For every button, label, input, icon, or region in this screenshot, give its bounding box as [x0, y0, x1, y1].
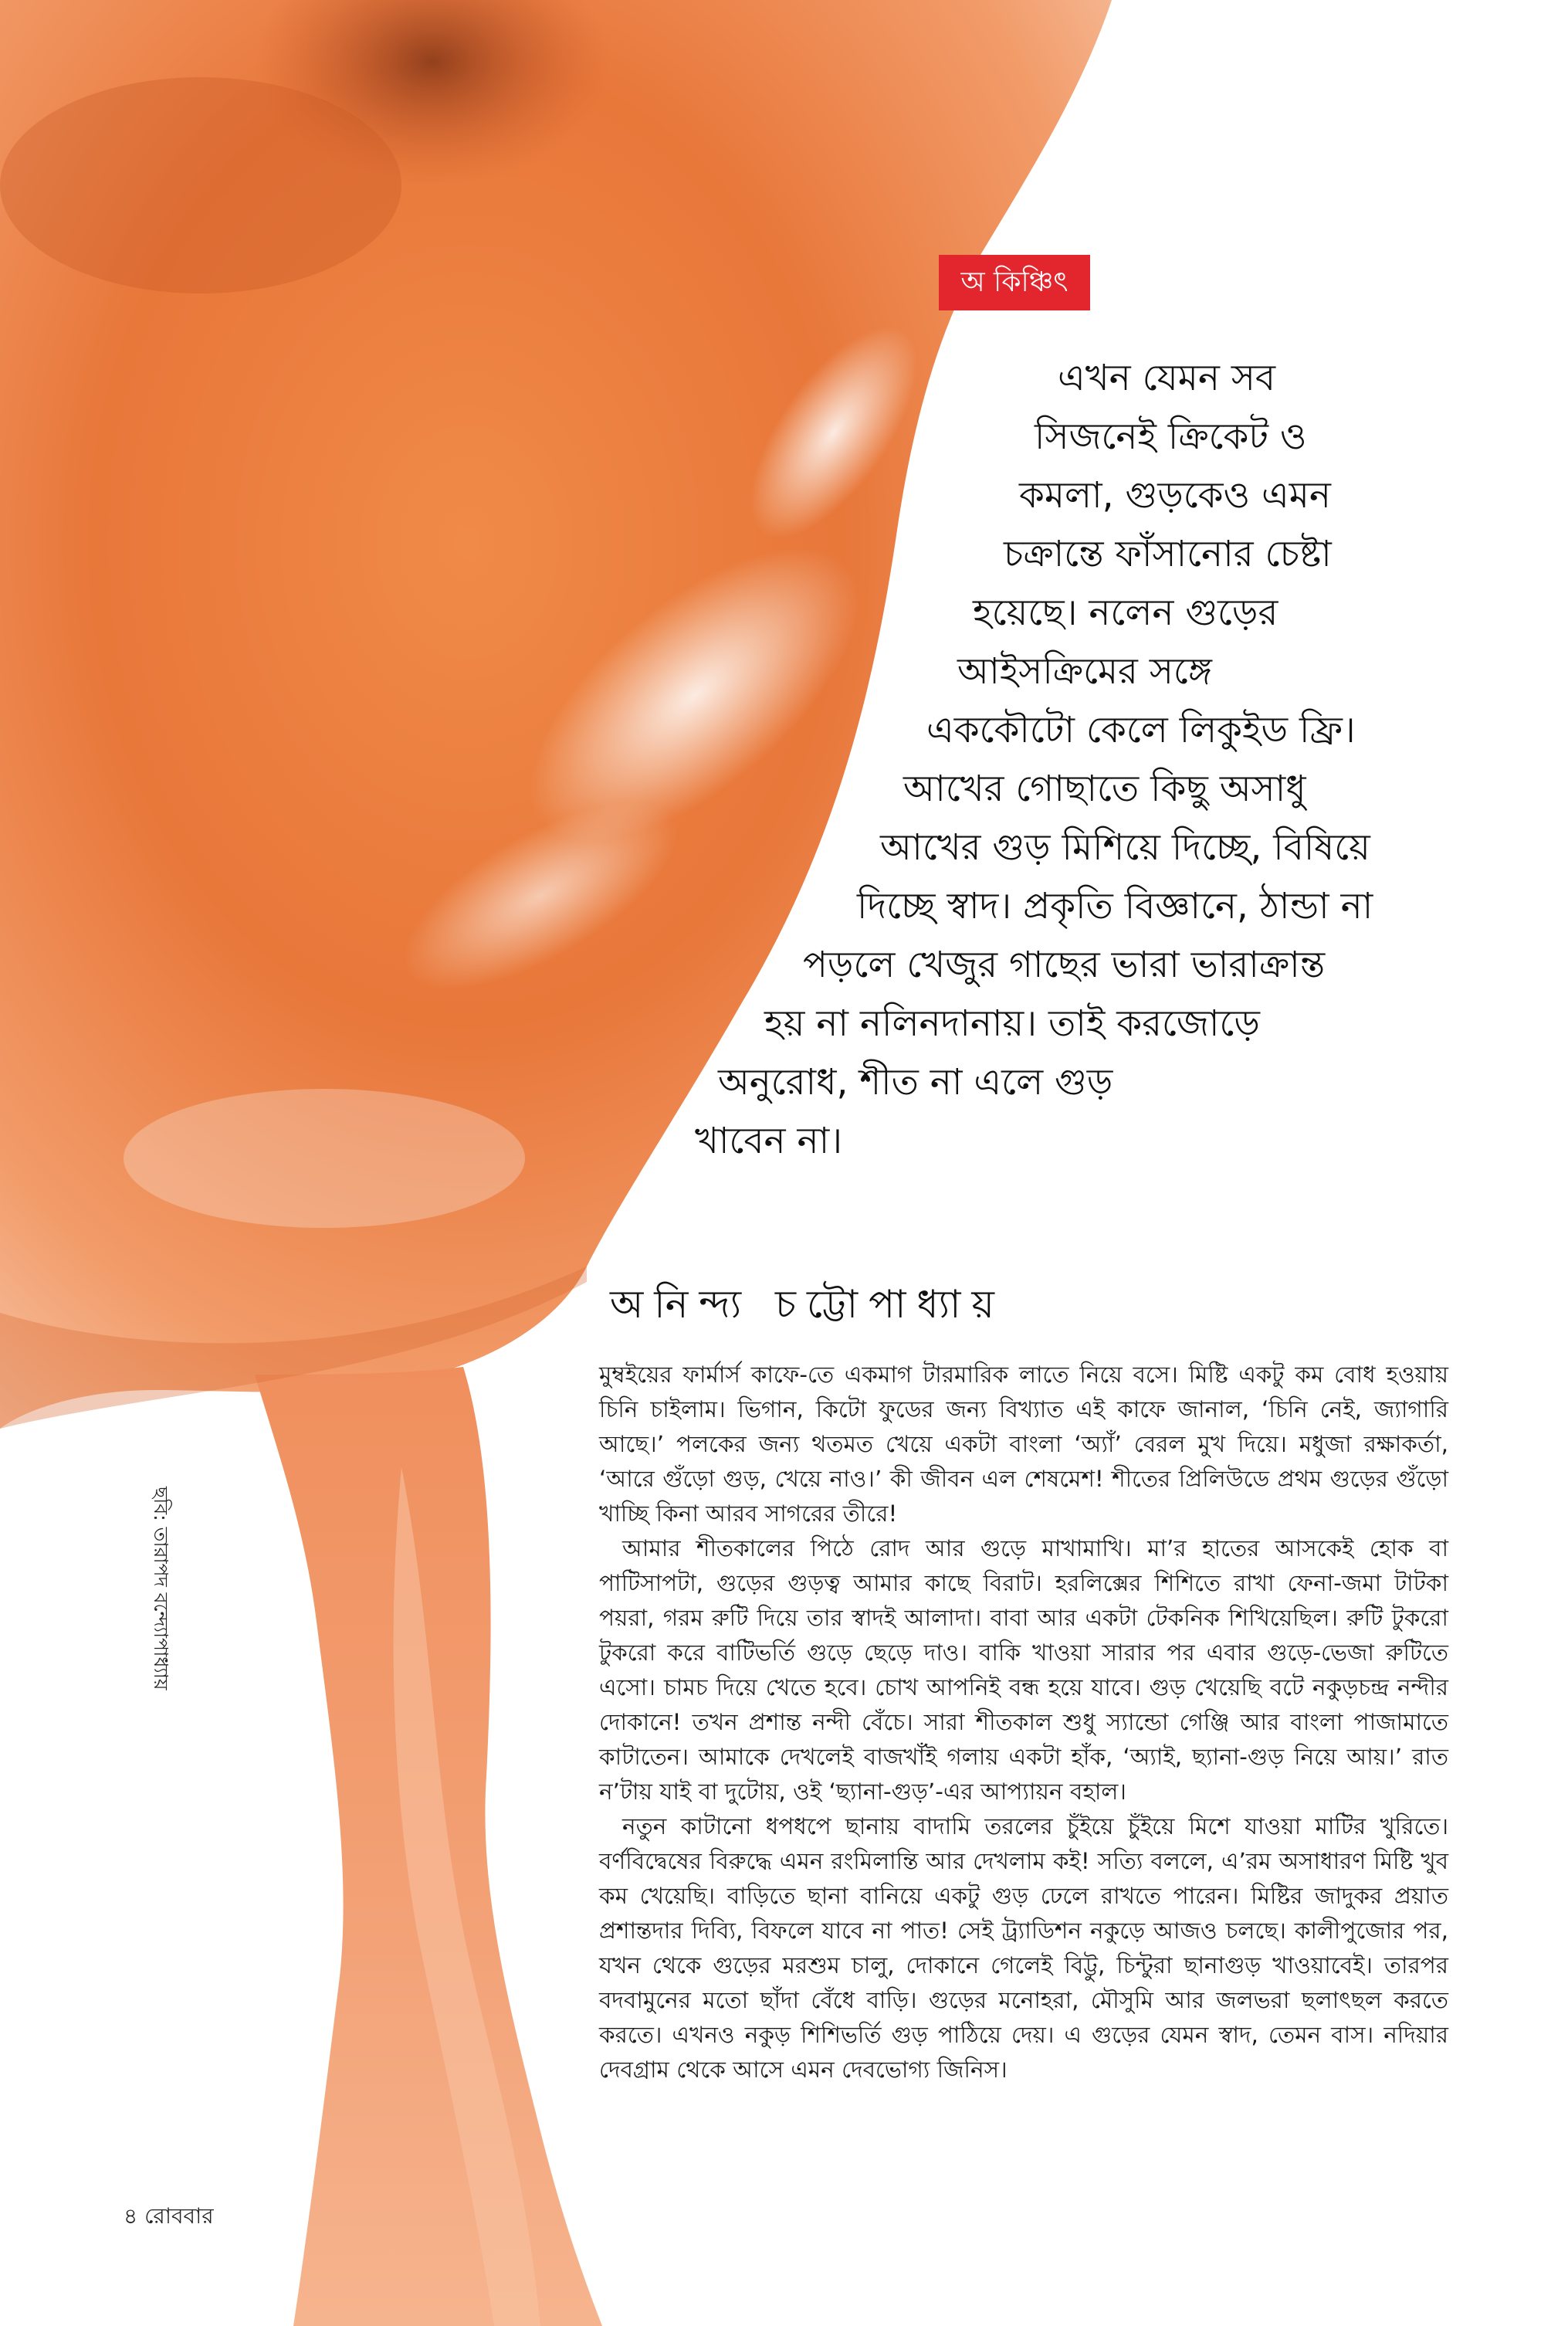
pull-quote-line: দিচ্ছে স্বাদ। প্রকৃতি বিজ্ঞানে, ঠান্ডা না — [857, 885, 1373, 927]
photo-credit: ছবি: তারাপদ বন্দ্যোপাধ্যায় — [150, 1487, 172, 1690]
pull-quote — [679, 349, 1498, 1168]
author-byline: অনিন্দ্য চট্টোপাধ্যায় — [610, 1282, 1005, 1327]
body-paragraph: নতুন কাটানো ধপধপে ছানায় বাদামি তরলের চুঁইয়ে চুঁইয়ে মিশে যাওয়া মাটির খুরিতে। বর্ণবিদ্বেষের বিরুদ্ধে এমন রংমিলান্তি আর দেখলাম কই! সত্যি বললে, এ’রম অসাধারণ মিষ্টি খুব কম খেয়েছি। বাড়িতে ছানা বানিয়ে একটু গুড় ঢেলে রাখতে পারেন। মিষ্টির জাদুকর প্রয়াত প্রশান্তদার দিব্যি, বিফলে যাবে না পাত! সেই ট্র্যাডিশন নকুড়ে আজও চলছে। কালীপুজোর পর, যখন থেকে গুড়ের মরশুম চালু, দোকানে গেলেই বিট্টু, চিন্টুরা ছানাগুড় খাওয়াবেই। তারপর বদবামুনের মতো ছাঁদা বেঁধে বাড়ি। গুড়ের মনোহরা, মৌসুমি আর জলভরা ছলাৎছল করতে করতে। এখনও নকুড় শিশিভর্তি গুড় পাঠিয়ে দেয়। এ গুড়ের যেমন স্বাদ, তেমন বাস। নদিয়ার দেবগ্রাম থেকে আসে এমন দেবভোগ্য জিনিস। — [599, 1813, 1448, 2083]
pull-quote-line: খাবেন না। — [695, 1120, 843, 1162]
body-paragraph: মুম্বইয়ের ফার্মার্স কাফে-তে একমাগ টারমারিক লাতে নিয়ে বসে। মিষ্টি একটু কম বোধ হওয়ায় চিনি চাইলাম। ভিগান, কিটো ফুডের জন্য বিখ্যাত এই কাফে জানাল, ‘চিনি নেই, জ্যাগারি আছে।’ পলকের জন্য থতমত খেয়ে একটা বাংলা ‘অ্যাঁ’ বেরল মুখ দিয়ে। মধুজা রক্ষাকর্তা, ‘আরে গুঁড়ো গুড়, খেয়ে নাও।’ কী জীবন এল শেষমেশ! শীতের প্রিলিউডে প্রথম গুড়ের গুঁড়ো খাচ্ছি কিনা আরব সাগরের তীরে! — [599, 1361, 1448, 1527]
pull-quote-line: হয় না নলিনদানায়। তাই করজোড়ে — [764, 1002, 1260, 1045]
pull-quote-line: চক্রান্তে ফাঁসানোর চেষ্টা — [1004, 533, 1332, 575]
pull-quote-line: আখের গুড় মিশিয়ে দিচ্ছে, বিষিয়ে — [880, 826, 1370, 869]
pull-quote-line: আইসক্রিমের সঙ্গে — [957, 650, 1212, 693]
pull-quote-line: কমলা, গুড়কেও এমন — [1019, 474, 1331, 517]
pull-quote-line: হয়েছে। নলেন গুড়ের — [973, 592, 1278, 634]
pull-quote-line: এখন যেমন সব — [1058, 357, 1276, 399]
body-paragraph: আমার শীতকালের পিঠে রোদ আর গুড়ে মাখামাখি। মা’র হাতের আসকেই হোক বা পাটিসাপটা, গুড়ের গুড়ত্ব আমার কাছে বিরাট। হরলিক্সের শিশিতে রাখা ফেনা-জমা টাটকা পয়রা, গরম রুটি দিয়ে তার স্বাদই আলাদা। বাবা আর একটা টেকনিক শিখিয়েছিল। রুটি টুকরো টুকরো করে বাটিভর্তি গুড়ে ছেড়ে দাও। বাকি খাওয়া সারার পর এবার গুড়ে-ভেজা রুটিতে এসো। চামচ দিয়ে খেতে হবে। চোখ আপনিই বন্ধ হয়ে যাবে। গুড় খেয়েছি বটে নকুড়চন্দ্র নন্দীর দোকানে! তখন প্রশান্ত নন্দী বেঁচে। সারা শীতকাল শুধু স্যান্ডো গেঞ্জি আর বাংলা পাজামাতে কাটাতেন। আমাকে দেখলেই বাজখাঁই গলায় একটা হাঁক, ‘অ্যাই, ছ্যানা-গুড় নিয়ে আয়।’ রাত ন’টায় যাই বা দুটোয়, ওই ‘ছ্যানা-গুড়’-এর আপ্যায়ন বহাল। — [599, 1535, 1448, 1805]
section-tag: অ কিঞ্চিৎ — [939, 255, 1090, 310]
article-body — [599, 1358, 1448, 2087]
pull-quote-line: আখের গোছাতে কিছু অসাধু — [903, 768, 1306, 810]
page-folio: ৪ রোববার — [124, 2203, 214, 2229]
pull-quote-line: এককৌটো কেলে লিকুইড ফ্রি। — [926, 709, 1356, 751]
pull-quote-line: পড়লে খেজুর গাছের ভারা ভারাক্রান্ত — [803, 944, 1326, 986]
pull-quote-line: সিজনেই ক্রিকেট ও — [1035, 415, 1307, 458]
pull-quote-line: অনুরোধ, শীত না এলে গুড় — [718, 1061, 1113, 1104]
